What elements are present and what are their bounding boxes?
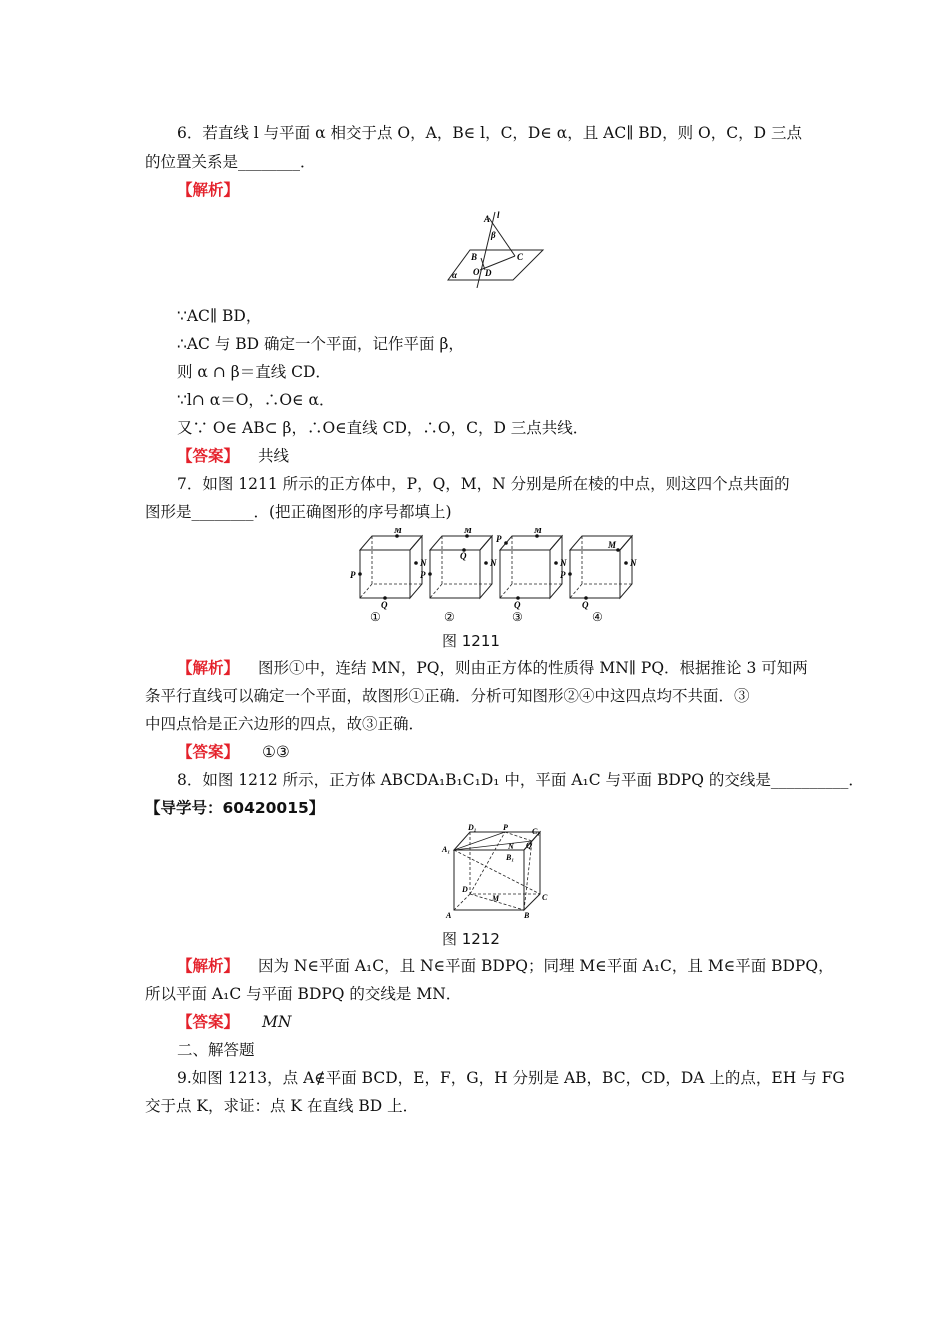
q7-answer-tag: 【答案】 bbox=[177, 743, 240, 761]
q8-answer-tag: 【答案】 bbox=[177, 1013, 240, 1031]
label-M: M bbox=[492, 894, 500, 903]
c2-label-N: N bbox=[490, 558, 497, 568]
q7-analysis-3: 中四点恰是正六边形的四点，故③正确． bbox=[145, 715, 425, 733]
c4-label-M: M bbox=[608, 540, 617, 550]
label-Q: Q bbox=[526, 841, 532, 850]
q8-analysis-row bbox=[177, 956, 834, 976]
q8-analysis-tag: 【解析】 bbox=[177, 957, 240, 975]
q8-answer-row bbox=[177, 1012, 291, 1032]
cube-num-4: ④ bbox=[592, 610, 603, 624]
q7-line1: 7．如图 1211 所示的正方体中，P，Q，M，N 分别是所在棱的中点，则这四个点共面的 bbox=[177, 475, 790, 493]
cube-3 bbox=[496, 528, 567, 610]
figure-1211-caption: 图 1211 bbox=[442, 632, 500, 650]
c1-label-N: N bbox=[420, 558, 427, 568]
label-A: A bbox=[446, 911, 452, 920]
label-l: l bbox=[497, 210, 500, 220]
c2-label-Q: Q bbox=[460, 551, 467, 561]
q6-step5: 又∵ O∈ AB⊂ β，∴O∈直线 CD，∴O，C，D 三点共线． bbox=[177, 419, 589, 437]
q6-step2: ∴AC 与 BD 确定一个平面，记作平面 β， bbox=[177, 335, 464, 353]
label-A: A bbox=[484, 214, 491, 224]
label-D: D bbox=[462, 885, 468, 894]
c2-label-P: P bbox=[420, 570, 426, 580]
q6-step1: ∵AC∥ BD， bbox=[177, 307, 262, 325]
c4-label-N: N bbox=[630, 558, 637, 568]
q8-analysis-2: 所以平面 A₁C 与平面 BDPQ 的交线是 MN． bbox=[145, 985, 462, 1003]
c3-label-P: P bbox=[496, 534, 502, 544]
q6-line2: 的位置关系是________． bbox=[145, 153, 316, 171]
cube-2 bbox=[420, 528, 497, 598]
label-alpha: α bbox=[452, 270, 457, 280]
label-beta: β bbox=[491, 230, 496, 240]
q8-guide-number: 【导学号：60420015】 bbox=[145, 799, 325, 817]
q6-analysis-tag: 【解析】 bbox=[177, 181, 240, 199]
label-A1: A₁ bbox=[442, 845, 451, 854]
label-B1: B₁ bbox=[506, 853, 515, 862]
label-B: B bbox=[524, 911, 530, 920]
c2-label-M: M bbox=[464, 528, 473, 535]
cube-1 bbox=[350, 528, 427, 610]
plane-alpha bbox=[448, 250, 543, 280]
c4-label-Q: Q bbox=[582, 600, 589, 610]
c1-label-M: M bbox=[394, 528, 403, 535]
label-C: C bbox=[517, 252, 524, 262]
label-P: P bbox=[503, 823, 508, 832]
label-B: B bbox=[471, 252, 478, 262]
label-N: N bbox=[508, 842, 514, 851]
label-D1: D₁ bbox=[468, 823, 477, 832]
c3-label-Q: Q bbox=[514, 600, 521, 610]
label-C: C bbox=[542, 893, 548, 902]
c3-label-N: N bbox=[560, 558, 567, 568]
q6-figure bbox=[440, 208, 545, 288]
q7-figure bbox=[342, 528, 642, 626]
q8-figure bbox=[440, 822, 550, 922]
label-D: D bbox=[485, 268, 492, 278]
q7-analysis-row bbox=[177, 658, 808, 678]
q7-answer-row bbox=[177, 742, 290, 762]
cube-4 bbox=[560, 536, 637, 610]
q7-answer: ①③ bbox=[261, 743, 290, 761]
c1-label-P: P bbox=[350, 570, 356, 580]
cube-num-2: ② bbox=[444, 610, 455, 624]
q6-answer-row bbox=[177, 446, 289, 466]
q8-answer: MN bbox=[261, 1013, 292, 1031]
q6-step4: ∵l∩ α＝O，∴O∈ α． bbox=[177, 391, 335, 409]
label-C1: C₁ bbox=[532, 827, 541, 836]
cube-num-3: ③ bbox=[512, 610, 523, 624]
q6-line1: 6．若直线 l 与平面 α 相交于点 O，A，B∈ l，C，D∈ α，且 AC∥ BD，则 O，C，D 三点 bbox=[177, 124, 802, 142]
c3-label-M: M bbox=[534, 528, 543, 535]
q7-analysis-tag: 【解析】 bbox=[177, 659, 240, 677]
q6-answer: 共线 bbox=[257, 447, 289, 465]
q7-analysis-1: 图形①中，连结 MN，PQ，则由正方体的性质得 MN∥ PQ．根据推论 3 可知两 bbox=[257, 659, 808, 677]
q7-line2: 图形是________．(把正确图形的序号都填上) bbox=[145, 503, 452, 521]
section-heading: 二、解答题 bbox=[177, 1041, 255, 1059]
q9-line1: 9.如图 1213，点 A∉平面 BCD，E，F，G，H 分别是 AB，BC，CD，DA 上的点，EH 与 FG bbox=[177, 1069, 845, 1087]
figure-1212-caption: 图 1212 bbox=[442, 930, 500, 948]
q9-line2: 交于点 K，求证：点 K 在直线 BD 上． bbox=[145, 1097, 419, 1115]
q8-line1: 8．如图 1212 所示，正方体 ABCDA₁B₁C₁D₁ 中，平面 A₁C 与平面 BDPQ 的交线是__________． bbox=[177, 771, 864, 789]
cube-num-1: ① bbox=[370, 610, 381, 624]
q8-analysis-1: 因为 N∈平面 A₁C，且 N∈平面 BDPQ；同理 M∈平面 A₁C，且 M∈平面 BDPQ， bbox=[257, 957, 834, 975]
q7-analysis-2: 条平行直线可以确定一个平面，故图形①正确．分析可知图形②④中这四点均不共面．③ bbox=[145, 687, 750, 705]
label-O: O bbox=[473, 267, 480, 277]
q6-step3: 则 α ∩ β＝直线 CD． bbox=[177, 363, 331, 381]
c1-label-Q: Q bbox=[381, 600, 388, 610]
q6-answer-tag: 【答案】 bbox=[177, 447, 240, 465]
c4-label-P: P bbox=[560, 570, 566, 580]
